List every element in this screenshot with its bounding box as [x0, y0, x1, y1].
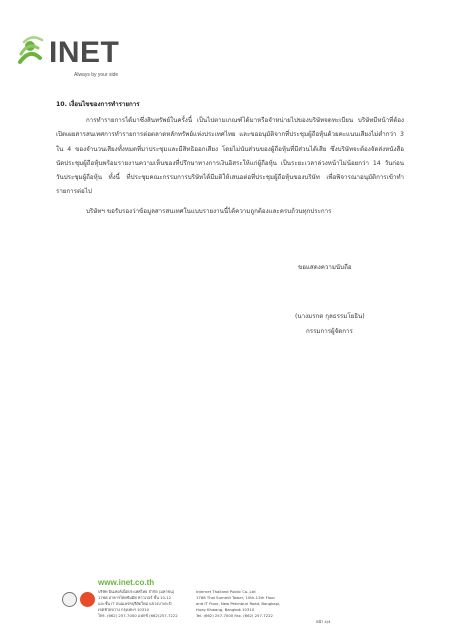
footer-url: www.inet.co.th: [98, 578, 155, 587]
footer-address-line: เขตห้วยขวาง กรุงเทพฯ 10310: [98, 607, 150, 612]
footer-address-line: and IT Floor, New Petchburi Road, Bangkapi,: [196, 601, 281, 606]
signature-title: กรรมการผู้จัดการ: [306, 328, 353, 335]
footer-address-line: บริษัท อินเทอร์เน็ตประเทศไทย จำกัด (มหาชน): [98, 589, 175, 594]
signature-name: (นางมรกต กุลธรรมโยธิน): [295, 313, 365, 320]
certification-badge-icon: [62, 592, 77, 607]
section-paragraph-1: การทำรายการได้มาซึ่งสินทรัพย์ในครั้งนี้ เป็นไปตามเกณฑ์ได้มาหรือจำหน่ายไปของบริษัทจดทะเบียน บริษัทมีหน้าที่ต้องเปิดเผยสารสนเทศการทำรายการต่อตลาดหลักทรัพย์แห่งประเทศไทย และขออนุมัติจากที่ประชุมผู้ถือหุ้นด้วยคะแนนเสียงไม่ต่ำกว่า 3 ใน 4 ของจำนวนเสียงทั้งหมดที่มาประชุมและมีสิทธิออกเสียง โดยไม่นับส่วนของผู้ถือหุ้นที่มีส่วนได้เสีย ซึ่งบริษัทจะต้องจัดส่งหนังสือนัดประชุมผู้ถือหุ้นพร้อมรายงานความเห็นของที่ปรึกษาทางการเงินอิสระให้แก่ผู้ถือหุ้น เป็นระยะเวลาล่วงหน้าไม่น้อยกว่า 14 วันก่อนวันประชุมผู้ถือหุ้น ทั้งนี้ ที่ประชุมคณะกรรมการบริษัทได้มีมติให้เสนอต่อที่ประชุมผู้ถือหุ้นของบริษัท เพื่อพิจารณาอนุมัติการเข้าทำรายการต่อไป: [56, 117, 404, 196]
document-body: [56, 98, 404, 220]
footer-address-line: Internet Thailand Public Co.,Ltd: [196, 589, 256, 594]
section-paragraph-2: บริษัทฯ ขอรับรองว่าข้อมูลสารสนเทศในแบบรายงานนี้ได้ความถูกต้องและครบถ้วนทุกประการ: [86, 208, 332, 216]
footer-address-line: Tel. (662) 257-7000 Fax. (662) 257-7222: [196, 613, 273, 618]
footer-address-english: [196, 589, 306, 619]
footer-address-line: โทร. (662) 257-7000 แฟกซ์ (662)257-7222: [98, 613, 178, 618]
page-footer: [0, 578, 453, 640]
logo-tagline: Always by your side: [74, 72, 119, 78]
inet-logo-icon: [18, 34, 52, 74]
footer-address-line: 1768 อาคารไทยซัมมิท ทาวเวอร์ ชั้น 10-12: [98, 595, 172, 600]
footer-address-line: 1768 Thai Summit Tower, 10th-12th Floor: [196, 595, 276, 600]
signature-closing: ขอแสดงความนับถือ: [298, 264, 352, 271]
section-heading: 10. เงื่อนไขของการทำรายการ: [56, 101, 140, 108]
logo-wordmark: INET: [49, 36, 120, 69]
footer-address-line: และชั้น IT ถนนเพชรบุรีตัดใหม่ แขวงบางกะปิ: [98, 601, 172, 606]
page-number: หน้า 4/4: [316, 619, 331, 624]
footer-address-line: Huay Khwang, Bangkok 10310: [196, 607, 255, 612]
footer-address-thai: [98, 589, 178, 619]
inet-logo: [18, 34, 128, 84]
certification-badge-icon: [80, 592, 95, 607]
